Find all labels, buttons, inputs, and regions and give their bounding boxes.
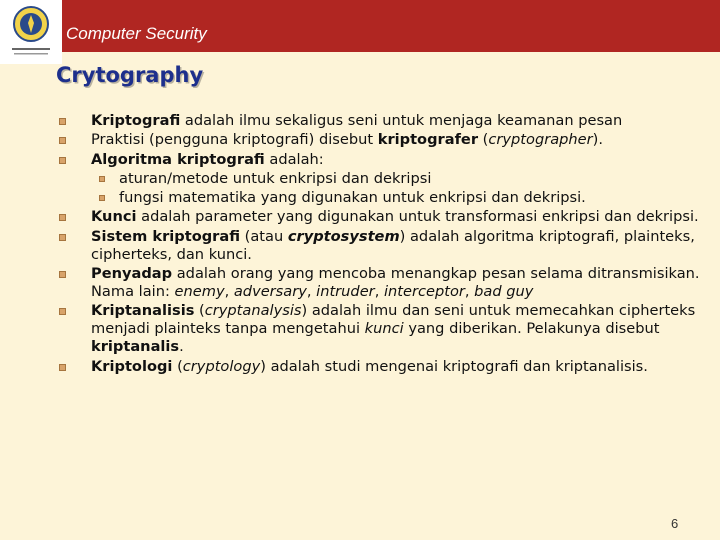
text-segment: bad guy	[474, 283, 534, 301]
text-segment: Sistem kriptografi	[91, 227, 241, 245]
text-segment: Praktisi (pengguna kriptografi) disebut	[91, 131, 378, 149]
logo-container	[0, 0, 62, 64]
text-segment: enemy	[174, 283, 225, 301]
text-segment: fungsi matematika yang digunakan untuk enkripsi dan dekripsi.	[119, 189, 586, 207]
university-logo-icon	[10, 4, 52, 60]
text-segment: adalah ilmu sekaligus seni untuk menjaga keamanan pesan	[180, 112, 623, 129]
bullet-text	[91, 208, 699, 225]
text-segment: yang diberikan. Pelakunya disebut	[403, 320, 660, 338]
text-segment: ) adalah studi mengenai kriptografi dan kriptanalisis.	[260, 357, 648, 375]
text-segment: aturan/metode untuk enkripsi dan dekripsi	[119, 169, 432, 187]
bullet-item	[91, 131, 711, 149]
header-title: Computer Security	[66, 24, 207, 43]
text-segment: cryptosystem	[287, 227, 400, 245]
text-segment: kriptanalis	[91, 338, 180, 356]
text-segment: (atau	[240, 227, 288, 245]
text-segment: (	[172, 357, 183, 375]
text-segment: intruder	[316, 283, 375, 301]
square-bullet-icon	[59, 271, 66, 278]
text-segment: (	[478, 131, 489, 149]
text-segment: .	[179, 338, 184, 356]
text-segment: cryptographer	[488, 131, 593, 149]
square-bullet-icon	[99, 176, 105, 182]
text-segment: adalah orang yang mencoba menangkap pesan selama ditransmisikan. Nama lain:	[91, 265, 700, 301]
bullet-text	[91, 151, 324, 168]
text-segment: ).	[592, 131, 603, 149]
text-segment: cryptanalysis	[204, 302, 302, 320]
square-bullet-icon	[59, 364, 66, 371]
text-segment: Kriptanalisis	[91, 302, 195, 320]
bullet-item	[91, 208, 711, 226]
bullet-text	[91, 131, 603, 148]
text-segment: ,	[306, 283, 317, 301]
square-bullet-icon	[59, 214, 66, 221]
text-segment: interceptor	[383, 283, 465, 301]
sub-bullet-item	[119, 170, 711, 188]
text-segment: kriptografer	[377, 131, 479, 149]
square-bullet-icon	[59, 308, 66, 315]
text-segment: adalah:	[264, 150, 324, 168]
square-bullet-icon	[59, 118, 66, 125]
bullet-text	[91, 265, 700, 300]
text-segment: ) adalah algoritma kriptografi, plainteks, cipherteks, dan kunci.	[91, 227, 695, 263]
text-segment: ,	[374, 283, 384, 301]
text-segment: ) adalah ilmu dan seni untuk memecahkan cipherteks menjadi plainteks tanpa mengetahui	[91, 302, 696, 338]
square-bullet-icon	[59, 137, 66, 144]
bullet-item	[91, 151, 711, 169]
bullet-text	[91, 228, 695, 263]
text-segment: (	[194, 302, 205, 320]
text-segment: ,	[464, 283, 475, 301]
text-segment: Kunci	[91, 208, 137, 226]
bullet-item	[91, 358, 711, 376]
text-segment: Algoritma kriptografi	[91, 150, 265, 168]
square-bullet-icon	[59, 234, 66, 241]
bullet-text	[91, 302, 695, 355]
bullet-item	[91, 112, 711, 130]
sub-bullet-item	[119, 189, 711, 207]
bullet-text	[91, 112, 622, 129]
sub-bullet-text	[119, 189, 586, 206]
bullet-item	[91, 228, 711, 264]
sub-bullet-text	[119, 170, 431, 187]
text-segment: Penyadap	[91, 265, 173, 283]
text-segment: ,	[224, 283, 234, 301]
bullet-item	[91, 302, 711, 356]
text-segment: adalah parameter yang digunakan untuk transformasi enkripsi dan dekripsi.	[136, 208, 699, 226]
text-segment: adversary	[233, 283, 307, 301]
bullet-text	[91, 358, 648, 375]
text-segment: Kriptografi	[91, 112, 181, 129]
square-bullet-icon	[59, 157, 66, 164]
page-number: 6	[671, 516, 679, 531]
slide-title: Crytography	[56, 63, 204, 87]
text-segment: Kriptologi	[91, 357, 173, 375]
square-bullet-icon	[99, 195, 105, 201]
bullet-item	[91, 265, 711, 301]
bullet-list	[91, 112, 711, 377]
text-segment: kunci	[364, 320, 404, 338]
text-segment: cryptology	[182, 357, 261, 375]
